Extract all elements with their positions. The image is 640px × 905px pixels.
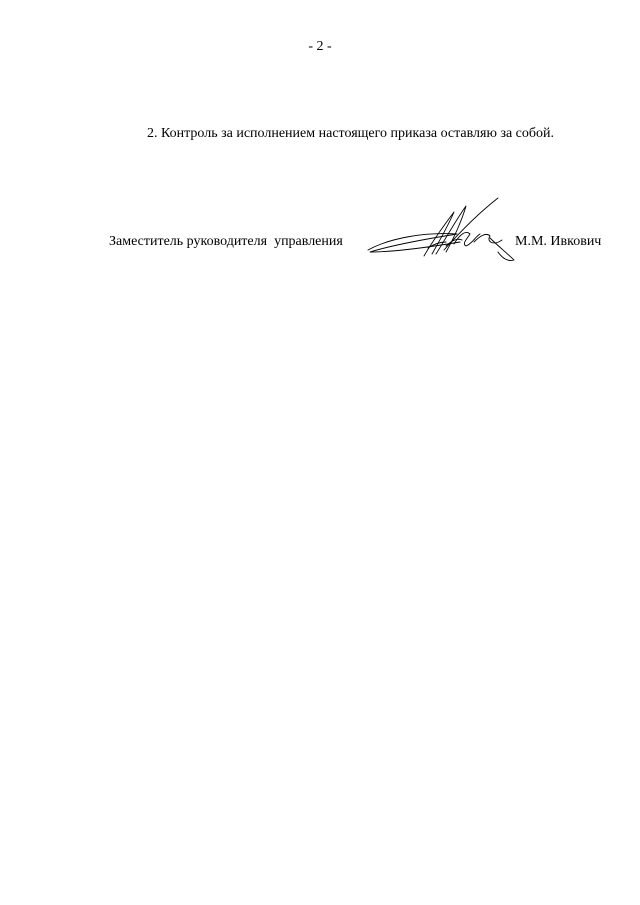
body-paragraph: 2. Контроль за исполнением настоящего приказа оставляю за собой. [147, 126, 555, 141]
page-number: - 2 - [308, 39, 332, 54]
signatory-name: М.М. Ивкович [515, 234, 602, 249]
signatory-title: Заместитель руководителя управления [109, 234, 343, 249]
handwritten-signature [362, 190, 522, 268]
